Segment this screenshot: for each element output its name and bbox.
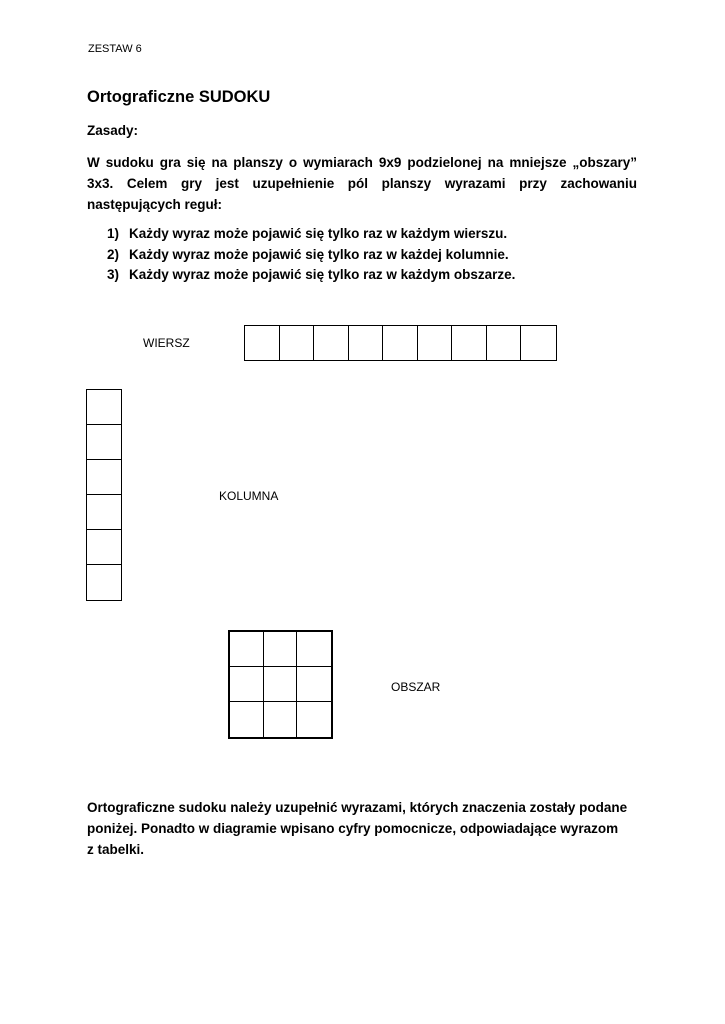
rule-item xyxy=(107,224,515,245)
page-header: ZESTAW 6 xyxy=(88,43,142,55)
area-grid xyxy=(228,630,333,739)
page-title: Ortograficzne SUDOKU xyxy=(87,88,271,106)
rule-number: 1) xyxy=(107,226,120,241)
rule-item xyxy=(107,265,515,286)
rule-item xyxy=(107,245,515,266)
grid-cell xyxy=(87,390,121,425)
rule-number: 2) xyxy=(107,246,120,262)
grid-cell xyxy=(87,530,121,565)
grid-cell xyxy=(264,632,298,667)
rule-text: Każdy wyraz może pojawić się tylko raz w każdym wierszu. xyxy=(129,226,508,241)
rule-text: Każdy wyraz może pojawić się tylko raz w każdej kolumnie. xyxy=(129,246,509,262)
grid-cell xyxy=(280,326,315,360)
row-label: WIERSZ xyxy=(143,336,190,350)
column-label: KOLUMNA xyxy=(219,489,279,503)
row-grid xyxy=(244,325,557,361)
grid-cell xyxy=(383,326,418,360)
grid-cell xyxy=(264,702,298,737)
grid-cell xyxy=(230,702,264,737)
footer-line: Ortograficzne sudoku należy uzupełnić wyrazami, których znaczenia zostały podane xyxy=(87,800,628,815)
rule-text: Każdy wyraz może pojawić się tylko raz w każdym obszarze. xyxy=(129,267,516,282)
grid-cell xyxy=(349,326,384,360)
grid-cell xyxy=(87,565,121,600)
grid-cell xyxy=(230,667,264,702)
rules-list xyxy=(107,224,515,286)
footer-line: z tabelki. xyxy=(87,842,145,857)
grid-cell xyxy=(230,632,264,667)
rule-number: 3) xyxy=(107,267,120,282)
grid-cell xyxy=(87,460,121,495)
grid-cell xyxy=(418,326,453,360)
footer-paragraph xyxy=(87,797,647,860)
column-grid xyxy=(86,389,122,601)
grid-cell xyxy=(297,632,331,667)
grid-cell xyxy=(264,667,298,702)
grid-cell xyxy=(87,425,121,460)
rules-heading: Zasady: xyxy=(87,123,139,138)
grid-cell xyxy=(314,326,349,360)
area-label: OBSZAR xyxy=(391,680,441,694)
grid-cell xyxy=(245,326,280,360)
intro-paragraph: W sudoku gra się na planszy o wymiarach 9x9 podzielonej na mniejsze „obszary” 3x3. Celem gry jest uzupełnienie pól planszy wyrazami przy zachowaniu następujących reguł: xyxy=(87,155,637,212)
grid-cell xyxy=(487,326,522,360)
grid-cell xyxy=(297,702,331,737)
grid-cell xyxy=(521,326,556,360)
grid-cell xyxy=(297,667,331,702)
grid-cell xyxy=(87,495,121,530)
grid-cell xyxy=(452,326,487,360)
footer-line: poniżej. Ponadto w diagramie wpisano cyfry pomocnicze, odpowiadające wyrazom xyxy=(87,821,619,836)
